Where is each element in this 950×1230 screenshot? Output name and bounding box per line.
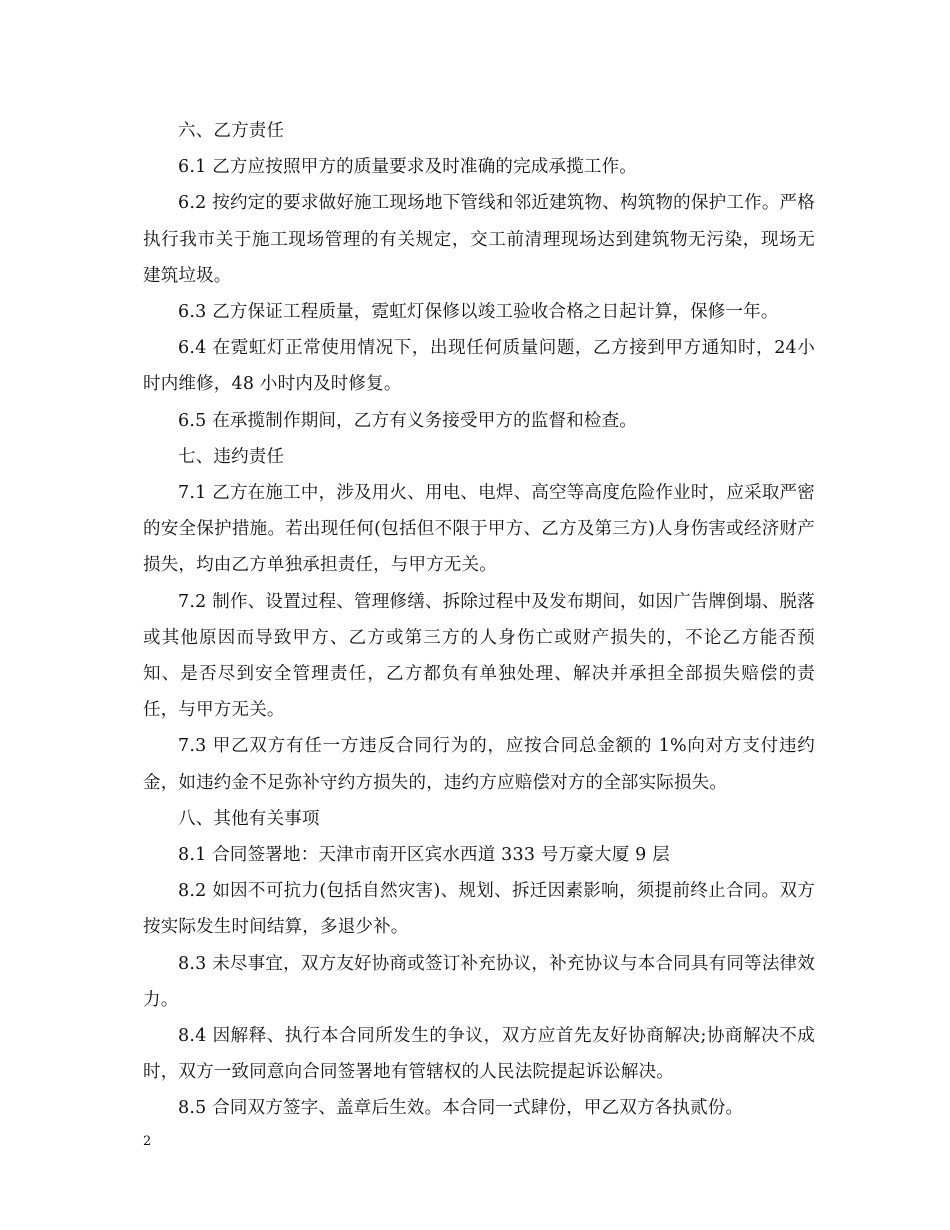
clause-8-3: 8.3 未尽事宜，双方友好协商或签订补充协议，补充协议与本合同具有同等法律效力。: [143, 953, 815, 1010]
clause-7-3: 7.3 甲乙双方有任一方违反合同行为的，应按合同总金额的 1%向对方支付违约金，如违约金不足弥补守约方损失的，违约方应赔偿对方的全部实际损失。: [143, 736, 815, 793]
section-heading-party-b-responsibility: 六、乙方责任: [178, 121, 285, 141]
clause-6-1: 6.1 乙方应按照甲方的质量要求及时准确的完成承揽工作。: [178, 157, 637, 178]
clause-6-4: 6.4 在霓虹灯正常使用情况下，出现任何质量问题，乙方接到甲方通知时，24小时内维修，48 小时内及时修复。: [143, 338, 815, 395]
section-heading-breach-liability: 七、违约责任: [178, 446, 285, 467]
clause-7-2: 7.2 制作、设置过程、管理修缮、拆除过程中及发布期间，如因广告牌倒塌、脱落或其他原因而导致甲方、乙方或第三方的人身伤亡或财产损失的，不论乙方能否预知、是否尽到安全管理责任，乙方都负有单独处理、解决并承担全部损失赔偿的责任，与甲方无关。: [143, 591, 815, 721]
clause-7-1: 7.1 乙方在施工中，涉及用火、用电、电焊、高空等高度危险作业时，应采取严密的安全保护措施。若出现任何(包括但不限于甲方、乙方及第三方)人身伤害或经济财产损失，均由乙方单独承担责任，与甲方无关。: [143, 483, 815, 576]
clause-6-5: 6.5 在承揽制作期间，乙方有义务接受甲方的监督和检查。: [178, 410, 637, 431]
section-heading-other-matters: 八、其他有关事项: [178, 808, 320, 829]
document-body: [143, 113, 815, 1127]
clause-8-5: 8.5 合同双方签字、盖章后生效。本合同一式肆份，甲乙双方各执贰份。: [178, 1098, 744, 1119]
clause-6-2: 6.2 按约定的要求做好施工现场地下管线和邻近建筑物、构筑物的保护工作。严格执行我市关于施工现场管理的有关规定，交工前清理现场达到建筑物无污染，现场无建筑垃圾。: [143, 193, 815, 286]
clause-6-3: 6.3 乙方保证工程质量，霓虹灯保修以竣工验收合格之日起计算，保修一年。: [178, 302, 779, 323]
page-number: 2: [143, 1134, 152, 1149]
clause-8-2: 8.2 如因不可抗力(包括自然灾害)、规划、拆迁因素影响，须提前终止合同。双方按实际发生时间结算，多退少补。: [143, 881, 815, 938]
clause-8-4: 8.4 因解释、执行本合同所发生的争议，双方应首先友好协商解决;协商解决不成时，双方一致同意向合同签署地有管辖权的人民法院提起诉讼解决。: [143, 1026, 815, 1083]
clause-8-1: 8.1 合同签署地：天津市南开区宾水西道 333 号万豪大厦 9 层: [178, 845, 670, 866]
